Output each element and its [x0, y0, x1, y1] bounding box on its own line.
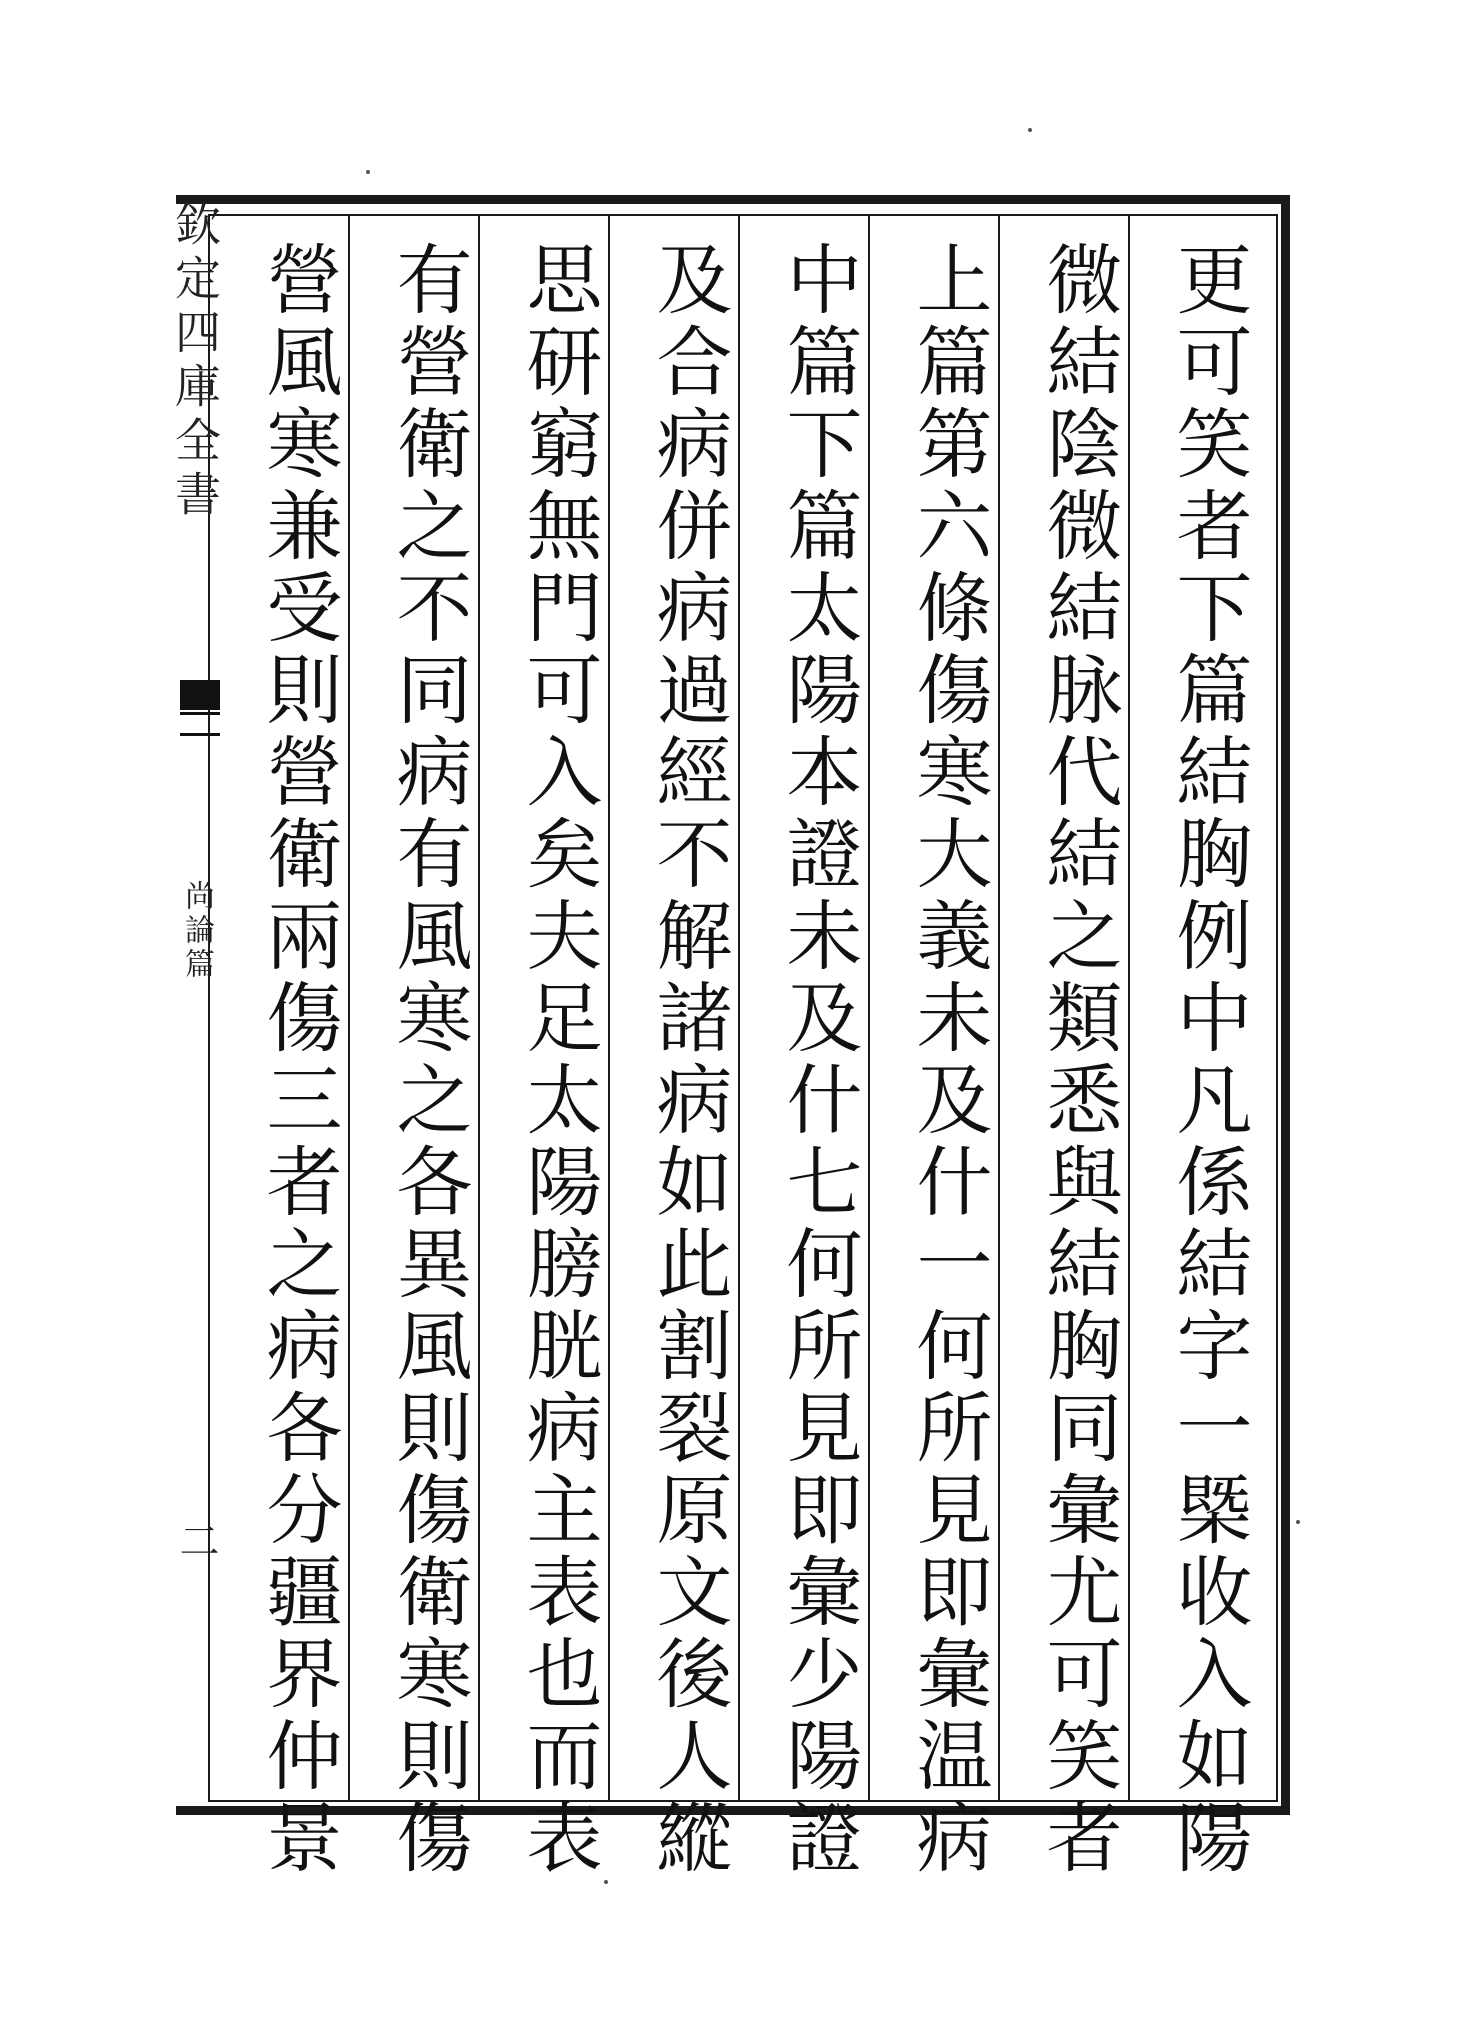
text-column: 思研窮無門可入矣夫足太陽膀胱病主表也而表 — [514, 240, 603, 1880]
margin-book-title: 欽定四庫全書 — [168, 200, 222, 524]
text-column: 有營衛之不同病有風寒之各異風則傷衛寒則傷 — [384, 240, 473, 1880]
scan-speck — [604, 1880, 608, 1884]
fishtail-lines — [180, 712, 220, 736]
margin-page-number: 二 — [173, 1520, 219, 1560]
scan-speck — [366, 170, 370, 174]
scan-speck — [1296, 1520, 1300, 1524]
margin-section-title: 尚論篇 — [179, 880, 214, 982]
fishtail-mark — [180, 680, 220, 710]
text-column: 及合病併病過經不解諸病如此割裂原文後人縱 — [644, 240, 733, 1880]
text-column: 中篇下篇太陽本證未及什七何所見即彙少陽證 — [774, 240, 863, 1880]
scan-speck — [1028, 128, 1032, 132]
text-column: 更可笑者下篇結胸例中凡係結字一槩收入如陽 — [1164, 240, 1253, 1880]
text-column: 微結陰微結脉代結之類悉與結胸同彙尤可笑者 — [1034, 240, 1123, 1880]
text-column: 營風寒兼受則營衛兩傷三者之病各分疆界仲景 — [254, 240, 343, 1880]
text-column: 上篇第六條傷寒大義未及什一何所見即彙温病 — [904, 240, 993, 1880]
